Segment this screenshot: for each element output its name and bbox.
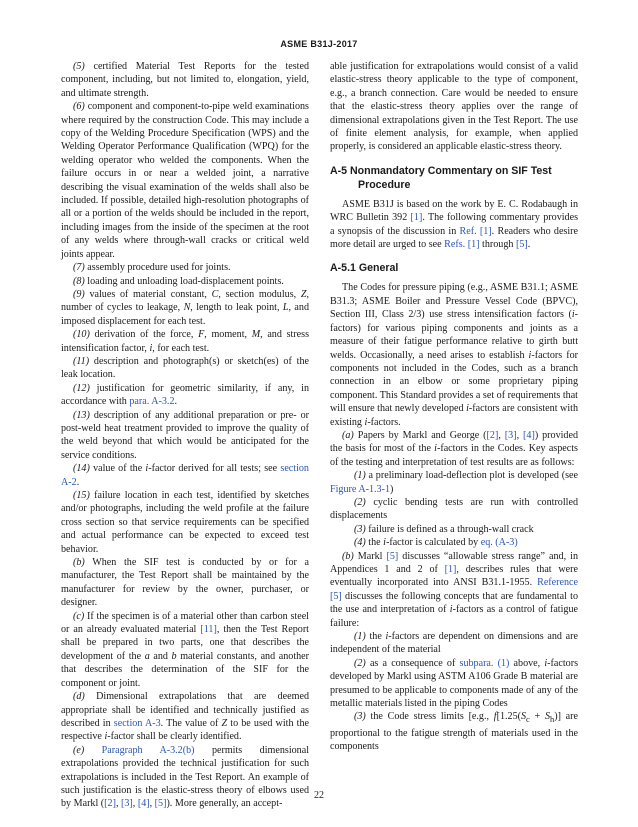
- ref-5-link[interactable]: [5]: [154, 798, 167, 810]
- ref-3-link[interactable]: [3]: [121, 798, 133, 810]
- item-11: (11) description and photograph(s) or sketch(es) of the leak location.: [61, 355, 309, 381]
- item-8: (8) loading and unloading load-displacement points.: [73, 275, 284, 287]
- item-a-3: (3) failure is defined as a through-wall crack: [354, 523, 534, 535]
- item-5: (5) certified Material Test Reports for the tested component, including, but not limited to, elongation, yield, and ultimate strength.: [61, 61, 309, 99]
- item-b: (b) When the SIF test is conducted by or for a manufacturer, the Test Report shall be maintained by the manufacturer for review by the owner, purchaser, or designer.: [61, 557, 309, 609]
- item-e: (e) Paragraph A-3.2(b) permits dimensional extrapolations provided the technical justification for such extrapolations is included in the Test Report. An example of such justification is the elastic-stress theory of elbows used by Markl ([2], [3], [4], [5]). More generally, an accept-: [61, 744, 309, 810]
- item-10: (10) derivation of the force, F, moment, M, and stress intensification factor, i, for each test.: [61, 329, 309, 354]
- item-a-4: (4) the i-factor is calculated by eq. (A-3): [354, 537, 518, 549]
- item-b-2: (2) as a consequence of subpara. (1) above, i-factors developed by Markl using ASTM A106 Grade B material are presumed to be applicable to components made of any of the metallic materials listed in the piping Codes: [330, 657, 578, 710]
- eq-a-3-link[interactable]: eq. (A-3): [480, 537, 518, 549]
- item-a-2: (2) cyclic bending tests are run with controlled displacements: [330, 496, 578, 522]
- right-column: [330, 60, 578, 754]
- item-14: (14) value of the i-factor derived for all tests; see section A-2.: [61, 463, 309, 488]
- ref-1-link[interactable]: [1]: [410, 212, 423, 224]
- ref-4-link[interactable]: [4]: [523, 429, 535, 441]
- section-a-2-link[interactable]: section A-2: [61, 463, 309, 488]
- ref-11-link[interactable]: [11]: [200, 624, 217, 636]
- subpara-1-link[interactable]: subpara. (1): [459, 657, 510, 669]
- para-a-3-2-link[interactable]: para. A-3.2: [129, 396, 175, 408]
- item-12: (12) justification for geometric similarity, if any, in accordance with para. A-3.2.: [61, 382, 309, 408]
- item-a-1: (1) a preliminary load-deflection plot is developed (see Figure A-1.3-1): [330, 470, 578, 495]
- section-heading-a5: A-5 Nonmandatory Commentary on SIF Test Procedure: [330, 164, 552, 191]
- page-number: 22: [314, 790, 324, 801]
- continuation-paragraph: able justification for extrapolations would consist of a valid elastic-stress theory applicable to the type of component, e.g., a branch connection. Care would be needed to ensure that the elastic-stress theory applies over the range of dimensional extrapolations given in the Test Report. The use of finite element analysis, for example, when applied properly, is considered an applicable elastic-stress theory.: [330, 61, 578, 153]
- item-d: (d) Dimensional extrapolations that are deemed appropriate shall be identified and technically justified as described in section A-3. The value of Z to be used with the respective i-factor shall be clearly identified.: [61, 691, 309, 743]
- item-a: (a) Papers by Markl and George ([2], [3], [4]) provided the basis for most of the i-factors in the Codes. Key aspects of the testing and interpretation of test results are as follows:: [330, 429, 579, 468]
- running-header: ASME B31J-2017: [280, 39, 358, 49]
- section-heading-a5-1: A-5.1 General: [330, 262, 399, 275]
- left-column: [61, 60, 309, 811]
- ref-2-link[interactable]: [2]: [104, 798, 116, 810]
- ref-2-link[interactable]: [2]: [486, 429, 499, 441]
- item-c: (c) If the specimen is of a material other than carbon steel or an already evaluated material [11], then the Test Report shall be prepared in two parts, one that describes the development of the a and b material constants, and another that describes the determination of the SIF for the component or joint.: [61, 610, 310, 689]
- item-9: (9) values of material constant, C, section modulus, Z, number of cycles to leakage, N, length to leak point, L, and imposed displacement for each test.: [61, 288, 309, 327]
- ref-1-link[interactable]: [1]: [444, 564, 457, 575]
- general-paragraph: The Codes for pressure piping (e.g., ASME B31.1; ASME B31.3; ASME Boiler and Pressure Vessel Code (BPVC), Section III, Class 2/3) use stress intensification factors (i-factors) for various piping components and joints as a measure of their fatigue performance relative to girth butt welds. Occasionally, a need arises to establish i-factors for components not included in the Codes, such as a branch connection in an elbow or some proprietary piping component. This Standard provides a set of requirements that will ensure that newly developed i-factors are consistent with existing i-factors.: [330, 282, 578, 428]
- paragraph-a-3-2-b-link[interactable]: Paragraph A-3.2(b): [101, 744, 195, 756]
- ref-5-link[interactable]: [5]: [515, 239, 528, 251]
- item-b-right: (b) Markl [5] discusses “allowable stress range” and, in Appendices 1 and 2 of [1], describes rules that were eventually incorporated into ANSI B31.1-1955. Reference [5] discusses the following concepts that are fundamental to the use and interpretation of i-factors as a control of fatigue failure:: [330, 550, 578, 629]
- a5-intro: ASME B31J is based on the work by E. C. Rodabaugh in WRC Bulletin 392 [1]. The following commentary provides a synopsis of the discussion in Ref. [1]. Readers who desire more detail are urged to see Refs. [1] through [5].: [330, 198, 578, 251]
- ref-1-link[interactable]: Ref. [1]: [459, 225, 492, 237]
- ref-4-link[interactable]: [4]: [137, 798, 150, 810]
- reference-5-link[interactable]: Reference [5]: [330, 577, 578, 602]
- item-b-3: (3) the Code stress limits [e.g., $f[1.25(S_c + S_h)]$ are proportional to the fatigue strength of materials used in the components: [330, 711, 578, 753]
- ref-3-link[interactable]: [3]: [504, 429, 517, 441]
- refs-1-link[interactable]: Refs. [1]: [444, 239, 480, 251]
- item-6: (6) component and component-to-pipe weld examinations where required by the construction Code. This may include a copy of the Welding Procedure Specification (WPS) and the Welding Operator Performance Qualification (WPQ) for the welding operator who welded the components. When the failure occurs in or near a welded joint, a narrative describing the visual examination of the welds shall also be included. If possible, detailed high-resolution photographs of all or a portion of the welds should be included in the report, including images from the inside of the specimen at the root of any welds where through-wall cracks or critical weld joints appear.: [61, 101, 309, 260]
- item-7: (7) assembly procedure used for joints.: [73, 262, 231, 274]
- ref-5-link[interactable]: [5]: [386, 550, 399, 562]
- section-a-3-link[interactable]: section A-3: [113, 717, 161, 729]
- item-13: (13) description of any additional preparation or pre- or post-weld heat treatment provided to improve the quality of the weld beyond that which would be anticipated for the service conditions.: [61, 409, 309, 461]
- figure-a-1-3-1-link[interactable]: Figure A-1.3-1: [330, 483, 390, 495]
- item-b-1: (1) the i-factors are dependent on dimensions and are independent of the material: [330, 631, 578, 656]
- item-15: (15) failure location in each test, identified by sketches and/or photographs, including the weld profile at the failure cross section so that service requirements can be specified and actual performance can be expected to exceed test behavior.: [61, 490, 309, 555]
